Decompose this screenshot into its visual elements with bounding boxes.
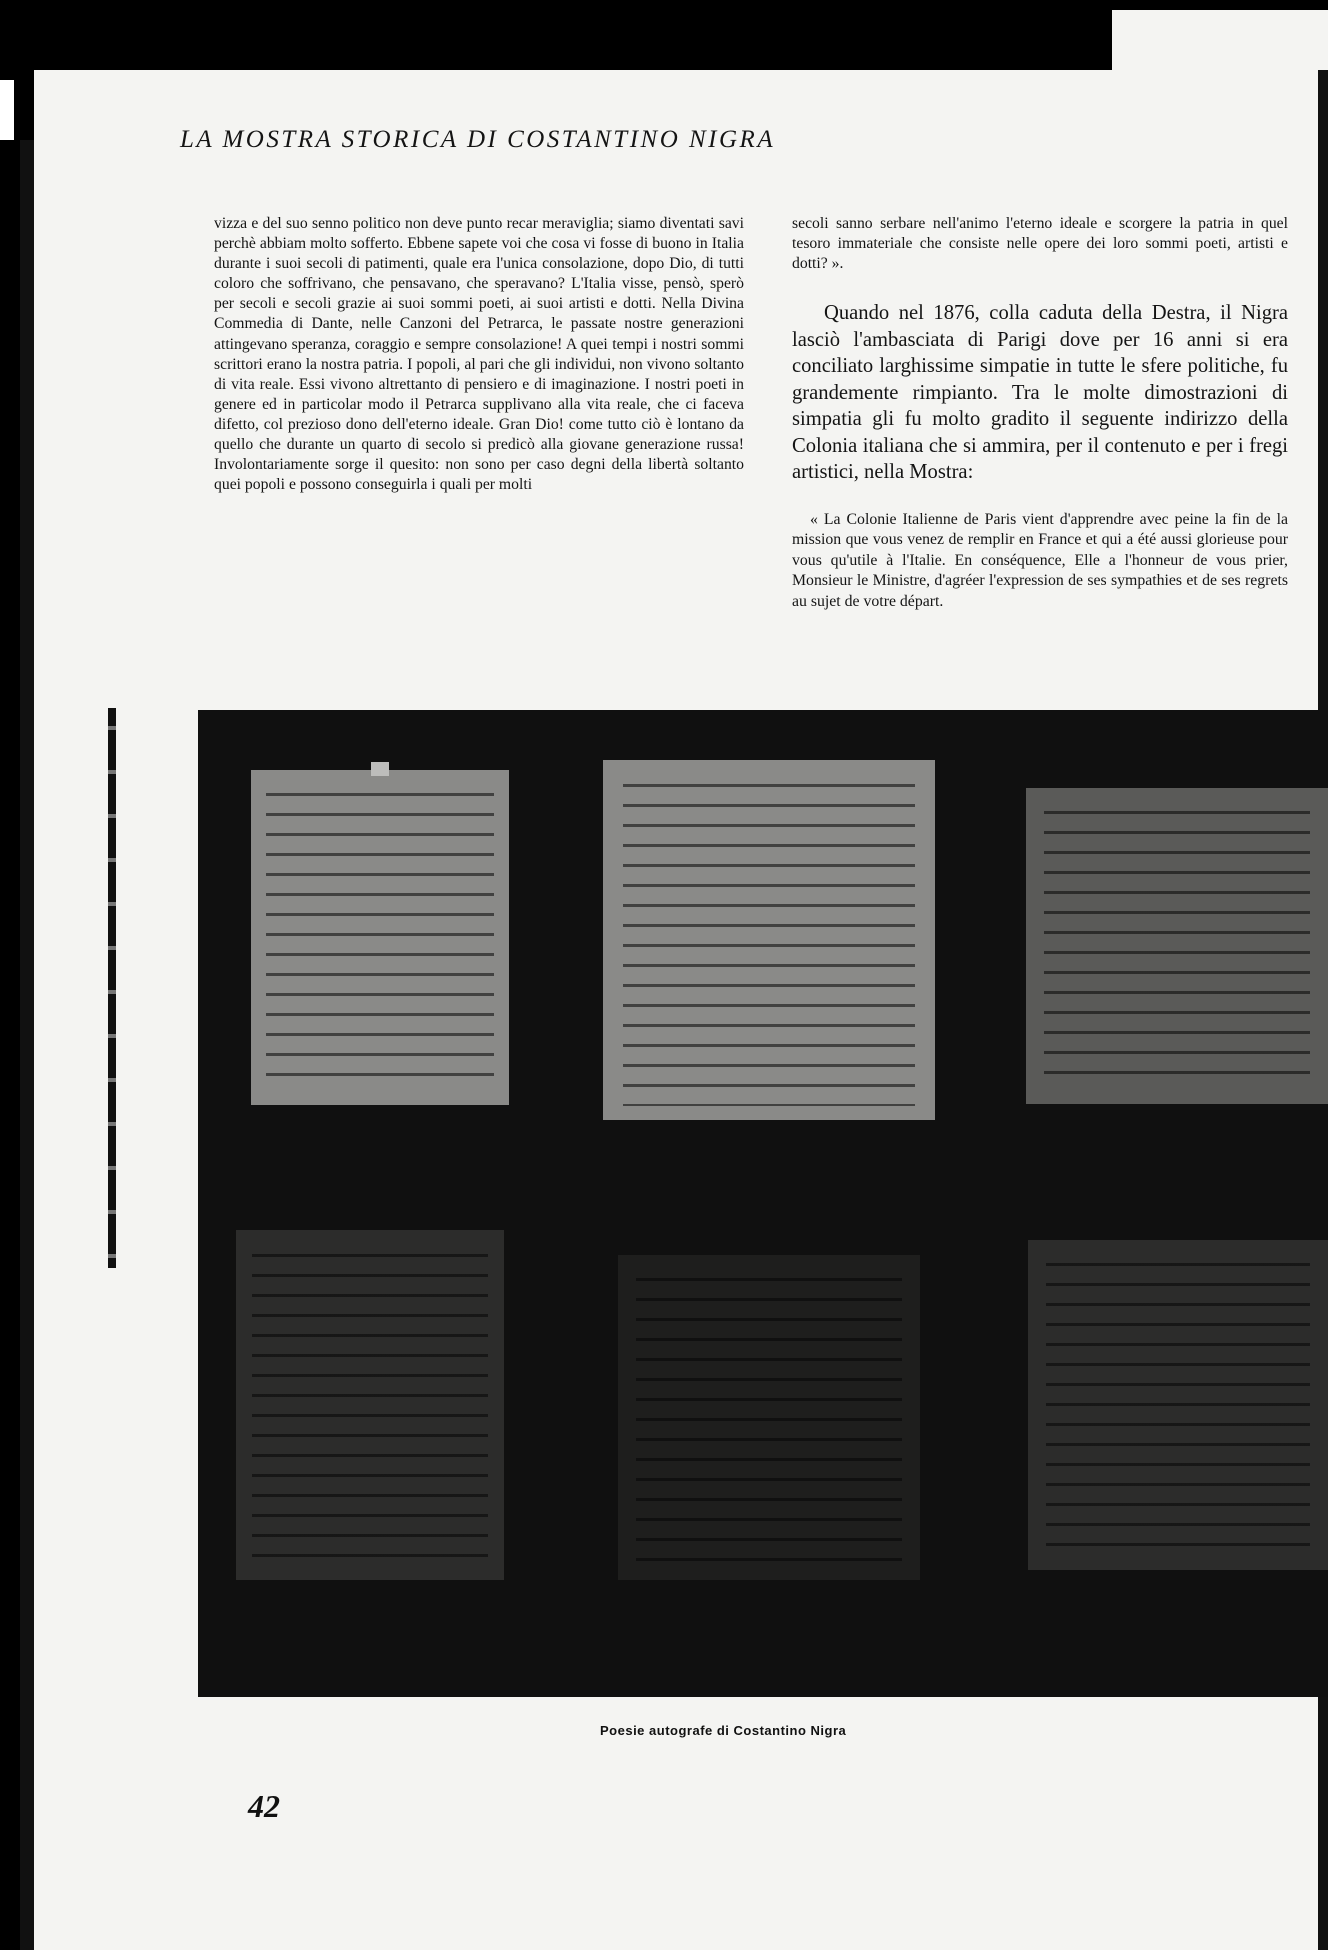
manuscript-page-5 — [618, 1255, 920, 1580]
left-column-paragraph: vizza e del suo senno politico non deve punto recar meraviglia; siamo diventati savi perchè abbiam molto sofferto. Ebbene sapete voi che cosa vi fosse di buono in Italia durante i suoi secoli di patimenti, quale era l'unica consolazione, dopo Dio, di tutti coloro che soffrivano, che pensavano, che speravano? L'Italia visse, pensò, sperò per secoli e secoli grazie ai suoi sommi poeti, ai suoi artisti e dotti. Nella Divina Commedia di Dante, nelle Canzoni del Petrarca, le passate nostre generazioni attingevano speranza, coraggio e sempre consolazione! A quei tempi i nostri sommi scrittori erano la nostra patria. I popoli, al pari che gli individui, non vivono soltanto di vita reale. Essi vivono altrettanto di pensiero e di imaginazione. I nostri poeti in genere ed in particolar modo il Petrarca supplivano alla vita reale, che ci faceva difetto, col prezioso dono dell'eterno ideale. Gran Dio! come tutto ciò è lontano da quello che durante un quarto di secolo si predicò alla giovane generazione russa! Involontariamente sorge il quesito: non sono per caso degni della libertà soltanto quei popoli e possono conseguirla i quali per molti — [214, 215, 744, 494]
crop-mark — [108, 708, 116, 1268]
figure-caption: Poesie autografe di Costantino Nigra — [600, 1723, 847, 1738]
scan-border-strip — [20, 140, 34, 1950]
scan-border-corner — [1112, 10, 1328, 70]
right-column-paragraph: Quando nel 1876, colla caduta della Destra, il Nigra lasciò l'ambasciata di Parigi dove per 16 anni si era conciliato larghissime simpatie in tutte le sfere politiche, fu grandemente rimpianto. Tra le molte dimostrazioni di simpatia gli fu molto gradito il seguente indirizzo della Colonia italiana che si ammira, per il contenuto e per i fregi artistici, nella Mostra: — [792, 302, 1288, 483]
manuscript-page-2 — [603, 760, 935, 1120]
paper-tab — [371, 762, 389, 776]
french-quote: « La Colonie Italienne de Paris vient d'apprendre avec peine la fin de la mission que vous venez de remplir en France et qui a été aussi glorieuse pour vous qu'utile à l'Italie. En conséquence, Elle a l'honneur de vous prier, Monsieur le Ministre, d'agréer l'expression de ses sympathies et de ses regrets au sujet de votre départ. — [792, 511, 1288, 610]
right-column-continuation — [792, 214, 1288, 274]
right-column-main — [792, 300, 1288, 486]
page-number: 42 — [248, 1788, 280, 1824]
manuscript-page-4 — [236, 1230, 504, 1580]
scan-border-notch — [0, 80, 14, 140]
running-head: LA MOSTRA STORICA DI COSTANTINO NIGRA — [180, 126, 776, 153]
manuscript-photograph — [198, 710, 1328, 1697]
right-column-opening: secoli sanno serbare nell'animo l'eterno ideale e scorgere la patria in quel tesoro immateriale che consiste nelle opere dei loro sommi poeti, artisti e dotti? ». — [792, 215, 1288, 273]
manuscript-page-3 — [1026, 788, 1328, 1104]
manuscript-page-6 — [1028, 1240, 1328, 1570]
left-column — [214, 214, 744, 495]
manuscript-page-1 — [251, 770, 509, 1105]
right-column-quote — [792, 510, 1288, 612]
